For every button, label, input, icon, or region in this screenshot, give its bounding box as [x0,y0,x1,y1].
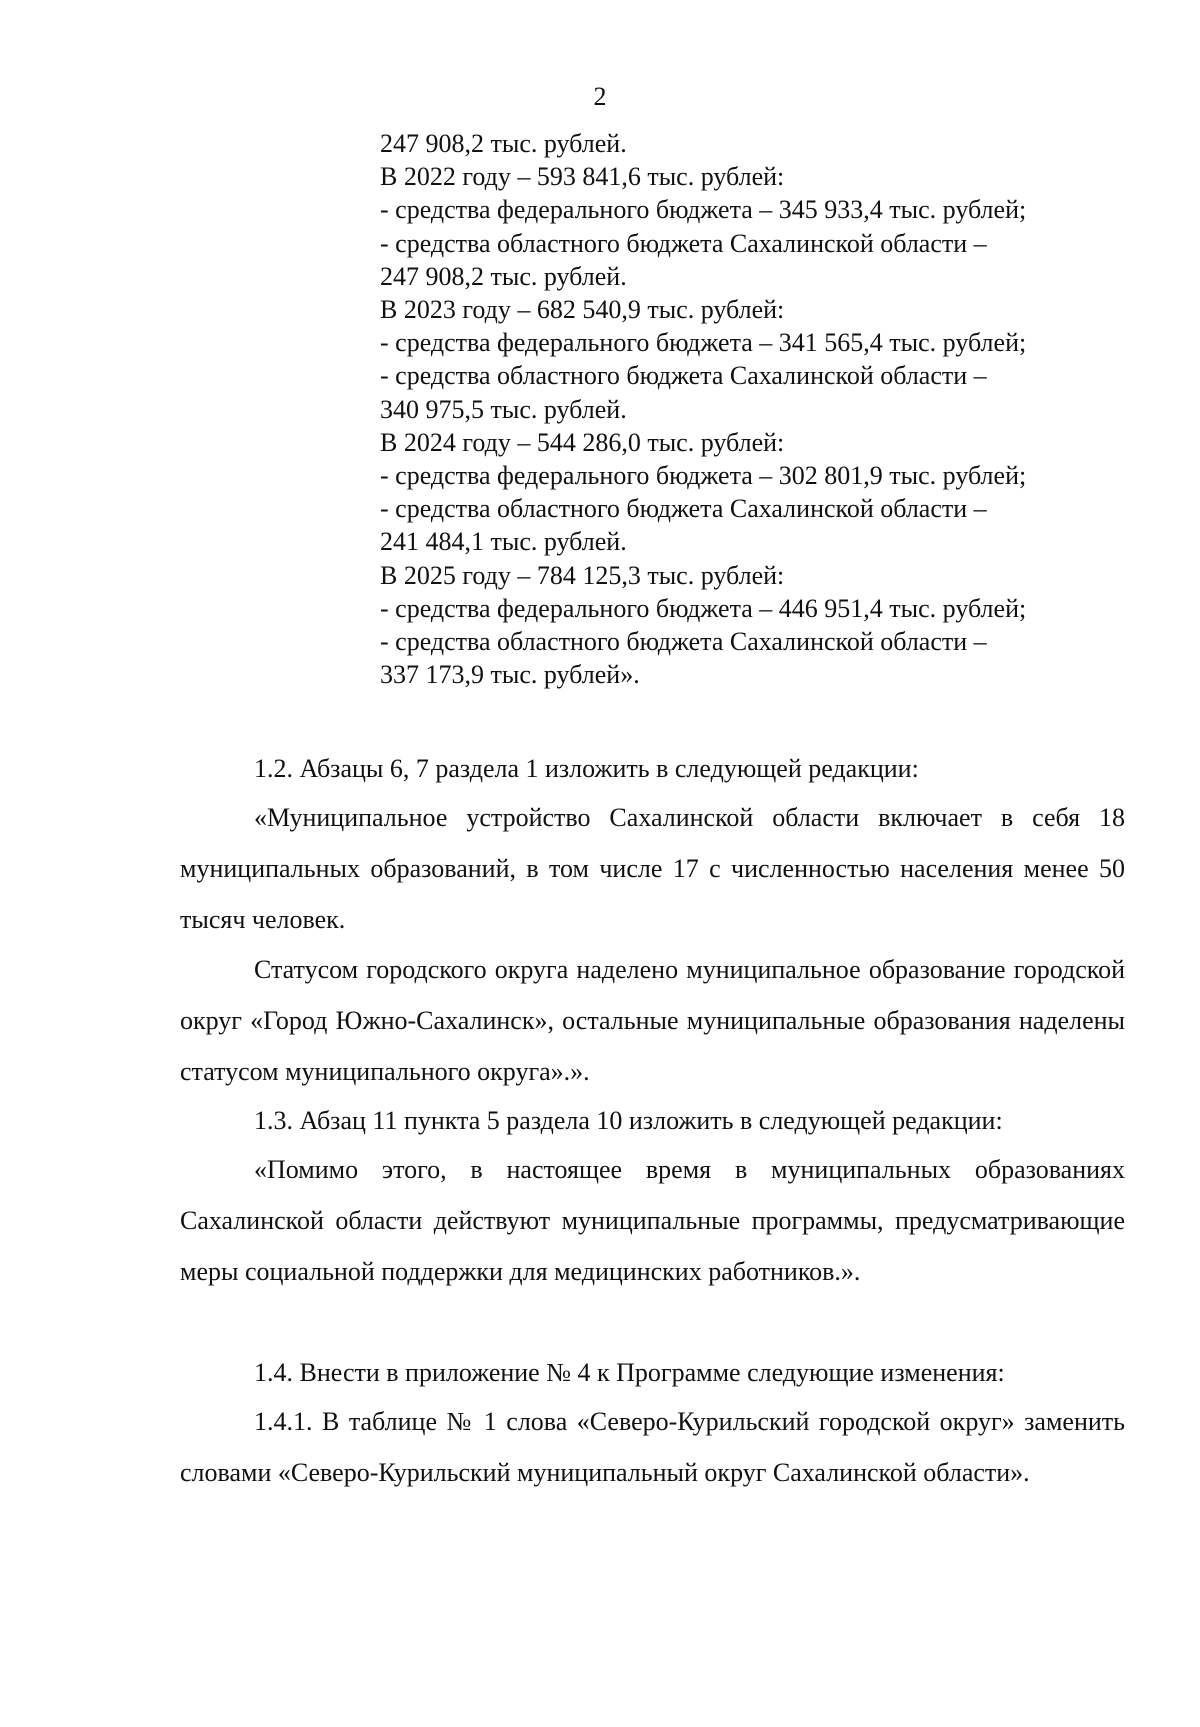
paragraph-1-4-1-text: 1.4.1. В таблице № 1 слова «Северо-Курильский городской округ» заменить словами «Северо-Курильский муниципальный округ Сахалинской области». [180,1407,1125,1487]
budget-line: - средства федерального бюджета – 341 565,4 тыс. рублей; [380,328,1027,358]
budget-line: - средства федерального бюджета – 302 801,9 тыс. рублей; [380,461,1027,491]
budget-line: - средства федерального бюджета – 345 933,4 тыс. рублей; [380,195,1027,225]
budget-line: В 2022 году – 593 841,6 тыс. рублей: [380,162,785,192]
budget-line: 340 975,5 тыс. рублей. [380,394,627,424]
budget-line: - средства областного бюджета Сахалинской области – [380,361,987,391]
budget-line: - средства федерального бюджета – 446 951,4 тыс. рублей; [380,593,1027,623]
budget-line: В 2023 году – 682 540,9 тыс. рублей: [380,295,785,325]
budget-line: - средства областного бюджета Сахалинской области – [380,494,987,524]
budget-line: 241 484,1 тыс. рублей. [380,527,627,557]
page-number: 2 [593,82,607,111]
paragraph-1-3-text: «Помимо этого, в настоящее время в муниципальных образованиях Сахалинской области действуют муниципальные программы, предусматривающие меры социальной поддержки для медицинских работников.». [180,1155,1125,1286]
budget-line: - средства областного бюджета Сахалинской области – [380,627,987,657]
paragraph-1-2-text-a: «Муниципальное устройство Сахалинской области включает в себя 18 муниципальных образований, в том числе 17 с численностью населения менее 50 тысяч человек. [180,803,1125,934]
budget-line: В 2024 году – 544 286,0 тыс. рублей: [380,427,785,457]
budget-line: - средства областного бюджета Сахалинской области – [380,228,987,258]
paragraph-1-2-text-b: Статусом городского округа наделено муниципальное образование городской округ «Город Южно-Сахалинск», остальные муниципальные образования наделены статусом муниципального округа».». [180,955,1125,1086]
budget-line: 337 173,9 тыс. рублей». [380,660,640,690]
paragraph-1-3-heading: 1.3. Абзац 11 пункта 5 раздела 10 изложить в следующей редакции: [254,1106,1003,1135]
budget-line: 247 908,2 тыс. рублей. [380,261,627,291]
budget-line: 247 908,2 тыс. рублей. [380,129,627,158]
paragraph-1-2-heading: 1.2. Абзацы 6, 7 раздела 1 изложить в следующей редакции: [254,754,919,783]
paragraph-1-4-heading: 1.4. Внести в приложение № 4 к Программе следующие изменения: [254,1358,1005,1387]
budget-line: В 2025 году – 784 125,3 тыс. рублей: [380,560,785,590]
budget-breakdown [380,127,1100,691]
